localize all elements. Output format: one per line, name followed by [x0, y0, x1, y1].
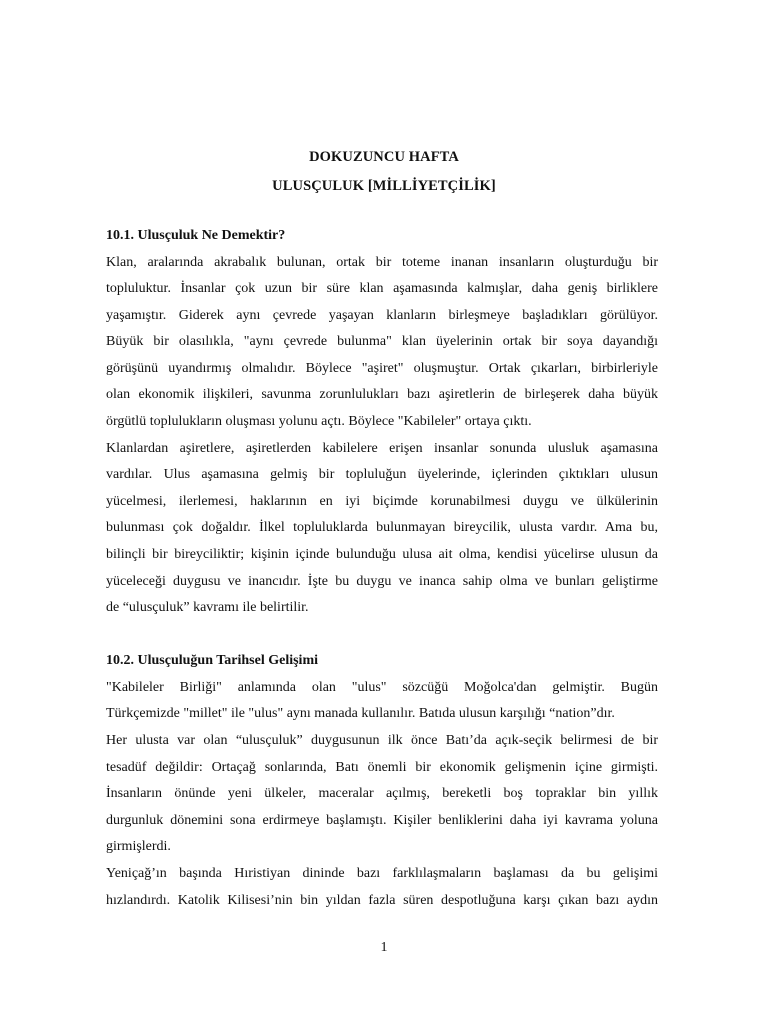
text-line: girmişlerdi.	[106, 839, 171, 855]
document-body	[106, 223, 658, 914]
text-line: Her ulusta var olan “ulusçuluk” duygusunun ilk önce Batı’da açık-seçik belirmesi de bir	[106, 733, 658, 748]
text-line: hızlandırdı. Katolik Kilisesi’nin bin yıldan fazla süren despotluğuna karşı çıkan bazı aydın	[106, 892, 658, 908]
text-line: yüceleceği duygusu ve inancıdır. İşte bu duygu ve inanca sahip olma ve bunları geliştirme	[106, 573, 658, 589]
document-title: DOKUZUNCU HAFTA	[309, 149, 459, 165]
text-line: tesadüf değildir: Ortaçağ sonlarında, Batı önemli bir ekonomik gelişmenin içine girmişti.	[106, 759, 658, 775]
document-subtitle: ULUSÇULUK [MİLLİYETÇİLİK]	[272, 178, 496, 194]
text-line: bulunması çok doğaldır. İlkel topluluklarda bulunmayan bireycilik, ulusta vardır. Ama bu,	[106, 520, 658, 536]
page-number: 1	[380, 940, 388, 955]
text-line: görüşünü uyandırmış olmalıdır. Böylece "aşiret" oluşmuştur. Ortak çıkarları, birbirleriyle	[106, 360, 658, 376]
text-line: Klan, aralarında akrabalık bulunan, ortak bir toteme inanan insanların oluşturduğu bir	[106, 254, 658, 270]
text-line: Yeniçağ’ın başında Hıristiyan dininde bazı farklılaşmaların başlaması da bu gelişimi	[106, 865, 658, 881]
text-line: Büyük bir olasılıkla, "aynı çevrede bulunma" klan üyelerinin ortak bir soya dayandığı	[106, 334, 658, 350]
section-heading: 10.1. Ulusçuluk Ne Demektir?	[106, 228, 286, 243]
paragraph	[106, 728, 658, 861]
section-gap	[106, 622, 658, 649]
text-line: örgütlü toplulukların oluşması yolunu açtı. Böylece "Kabileler" ortaya çıktı.	[106, 414, 532, 430]
text-line: Klanlardan aşiretlere, aşiretlerden kabilelere erişen insanlar sonunda ulusluk aşamasına	[106, 440, 658, 456]
section-heading: 10.2. Ulusçuluğun Tarihsel Gelişimi	[106, 653, 318, 669]
text-line: yaşamıştır. Giderek aynı çevrede yaşayan klanların birleşmeye başladıkları görülüyor.	[106, 307, 658, 323]
text-line: olan ekonomik ilişkileri, savunma zorunlulukları bazı aşiretlerin de birleşerek daha büyük	[106, 387, 658, 403]
text-line: bilinçli bir bireyciliktir; kişinin içinde bulunduğu ulusa ait olma, kendisi yücelirse ulusun da	[106, 547, 658, 563]
text-line: Türkçemizde "millet" ile "ulus" aynı manada kullanılır. Batıda ulusun karşılığı “nation”dır.	[106, 706, 615, 722]
text-line: "Kabileler Birliği" anlamında olan "ulus" sözcüğü Moğolca'dan gelmiştir. Bugün	[106, 679, 658, 695]
text-line: de “ulusçuluk” kavramı ile belirtilir.	[106, 600, 309, 616]
text-line: durgunluk dönemini sona erdirmeye başlamıştı. Kişiler benliklerini daha iyi kavrama yoluna	[106, 812, 658, 828]
paragraph	[106, 250, 658, 436]
text-line: yücelmesi, ilerlemesi, haklarının en iyi biçimde korunabilmesi duygu ve ülkülerinin	[106, 493, 658, 509]
text-line: topluluktur. İnsanlar çok uzun bir süre klan aşamasında kalmışlar, daha geniş birliklere	[106, 281, 658, 297]
title-block	[0, 143, 768, 201]
paragraph	[106, 436, 658, 622]
paragraph	[106, 675, 658, 728]
text-line: vardılar. Ulus aşamasına gelmiş bir topluluğun üyelerinde, içlerinden çıktıkları ulusun	[106, 467, 658, 483]
paragraph	[106, 861, 658, 914]
text-line: İnsanların önünde yeni ülkeler, maceralar açılmış, bereketli boş topraklar bin yıllık	[106, 786, 658, 802]
